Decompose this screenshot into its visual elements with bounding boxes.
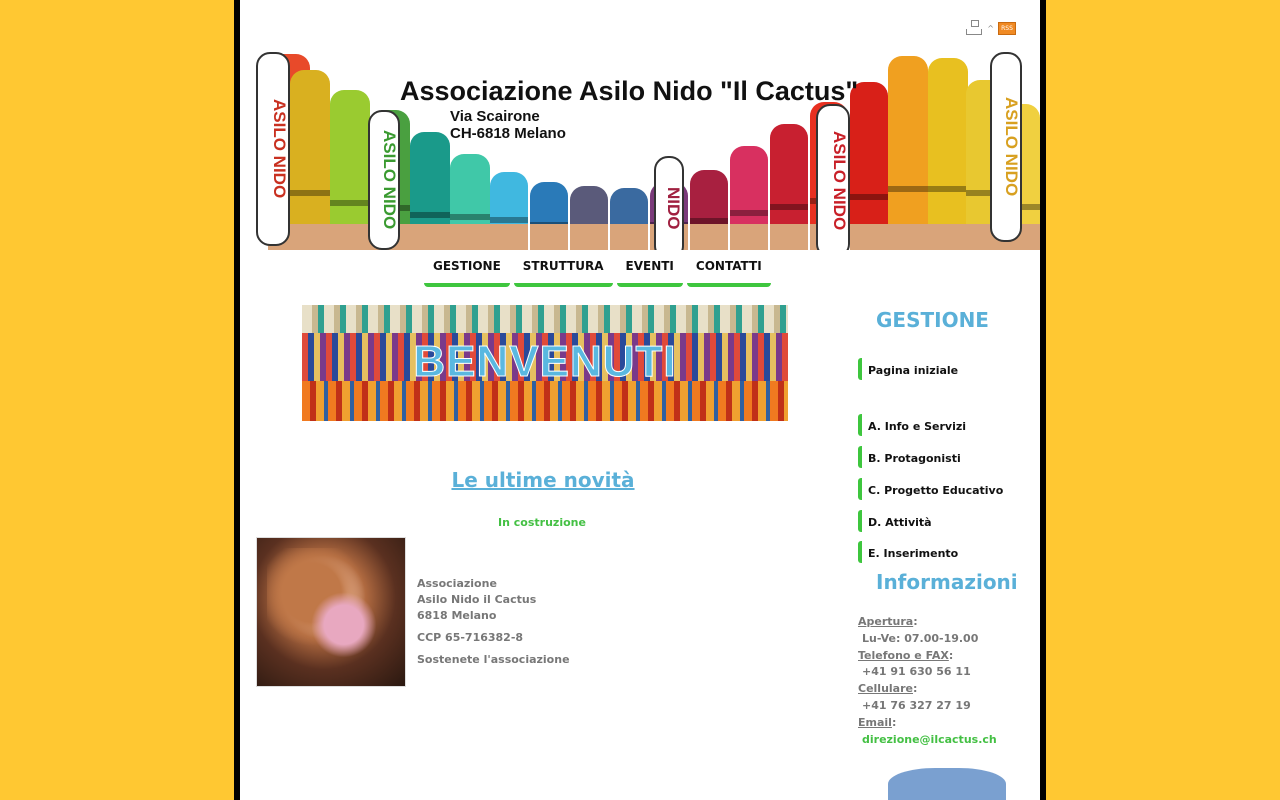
pencil <box>410 132 450 250</box>
assoc-ccp: CCP 65-716382-8 <box>417 631 524 644</box>
header-banner <box>240 48 1040 250</box>
nav-gestione[interactable]: GESTIONE <box>424 256 510 287</box>
pencil <box>610 188 648 250</box>
site-address <box>450 108 566 142</box>
pencil <box>690 170 728 250</box>
address-street: Via Scairone <box>450 108 540 125</box>
pencil <box>570 186 608 250</box>
page-frame <box>234 0 1046 800</box>
caret-up-icon: ^ <box>987 23 994 33</box>
banner-texture-top <box>302 305 788 333</box>
info-title: Informazioni <box>876 570 1018 594</box>
pencil <box>530 182 568 250</box>
nav-eventi[interactable]: EVENTI <box>617 256 683 287</box>
news-title[interactable]: Le ultime novità <box>451 468 635 492</box>
banner-text: BENVENUTI <box>413 337 677 386</box>
association-info <box>417 576 570 674</box>
assoc-support: Sostenete l'associazione <box>417 653 570 666</box>
phone-value: +41 91 630 56 11 <box>862 665 971 679</box>
assoc-line3: 6818 Melano <box>417 609 497 622</box>
cactus-logo: ASILO NIDO <box>368 110 400 250</box>
pencil <box>450 154 490 250</box>
sidebar-item-info[interactable]: A. Info e Servizi <box>858 414 1038 436</box>
pencil <box>330 90 370 250</box>
cactus-logo: ASILO NIDO <box>990 52 1022 242</box>
sidebar-image <box>888 768 1006 800</box>
top-icons <box>965 20 1016 36</box>
nav-struttura[interactable]: STRUTTURA <box>514 256 613 287</box>
assoc-line1: Associazione <box>417 577 497 590</box>
page-content <box>240 0 1040 800</box>
sitemap-icon[interactable] <box>965 20 983 36</box>
mobile-value: +41 76 327 27 19 <box>862 698 971 712</box>
pencil <box>730 146 768 250</box>
pencil <box>888 56 928 250</box>
address-city: CH-6818 Melano <box>450 125 566 142</box>
pencil <box>850 82 888 250</box>
welcome-banner <box>302 305 788 421</box>
email-label: Email <box>858 715 892 729</box>
pencil <box>290 70 330 250</box>
banner-texture-bottom <box>302 381 788 421</box>
sidebar-title: GESTIONE <box>876 308 989 332</box>
opening-value: Lu-Ve: 07.00-19.00 <box>862 631 979 645</box>
cactus-logo: NIDO <box>654 156 684 250</box>
sidebar-item-attivita[interactable]: D. Attività <box>858 510 1038 532</box>
mobile-label: Cellulare <box>858 682 913 696</box>
news-status: In costruzione <box>498 516 586 529</box>
nav-contatti[interactable]: CONTATTI <box>687 256 771 287</box>
sidebar-item-home[interactable]: Pagina iniziale <box>858 358 1038 380</box>
site-title: Associazione Asilo Nido "Il Cactus" <box>400 76 859 106</box>
assoc-line2: Asilo Nido il Cactus <box>417 593 537 606</box>
rss-icon[interactable]: RSS <box>998 22 1016 35</box>
sidebar-item-inserimento[interactable]: E. Inserimento <box>858 541 1038 563</box>
main-nav <box>424 256 771 287</box>
cactus-logo: ASILO NIDO <box>256 52 290 246</box>
email-link[interactable]: direzione@ilcactus.ch <box>862 732 997 746</box>
pencil <box>770 124 808 250</box>
phone-label: Telefono e FAX <box>858 648 949 662</box>
contact-info: Apertura: Lu-Ve: 07.00-19.00 Telefono e FAX: +41 91 630 56 11 Cellulare: +41 76 327 27 19 Email: direzione@ilcactus.ch <box>858 614 997 748</box>
pencil <box>928 58 968 250</box>
cactus-logo: ASILO NIDO <box>816 104 850 250</box>
sidebar-item-progetto[interactable]: C. Progetto Educativo <box>858 478 1038 500</box>
child-photo <box>256 537 406 687</box>
opening-label: Apertura <box>858 615 914 628</box>
pencil <box>490 172 528 250</box>
sidebar-item-protagonisti[interactable]: B. Protagonisti <box>858 446 1038 468</box>
